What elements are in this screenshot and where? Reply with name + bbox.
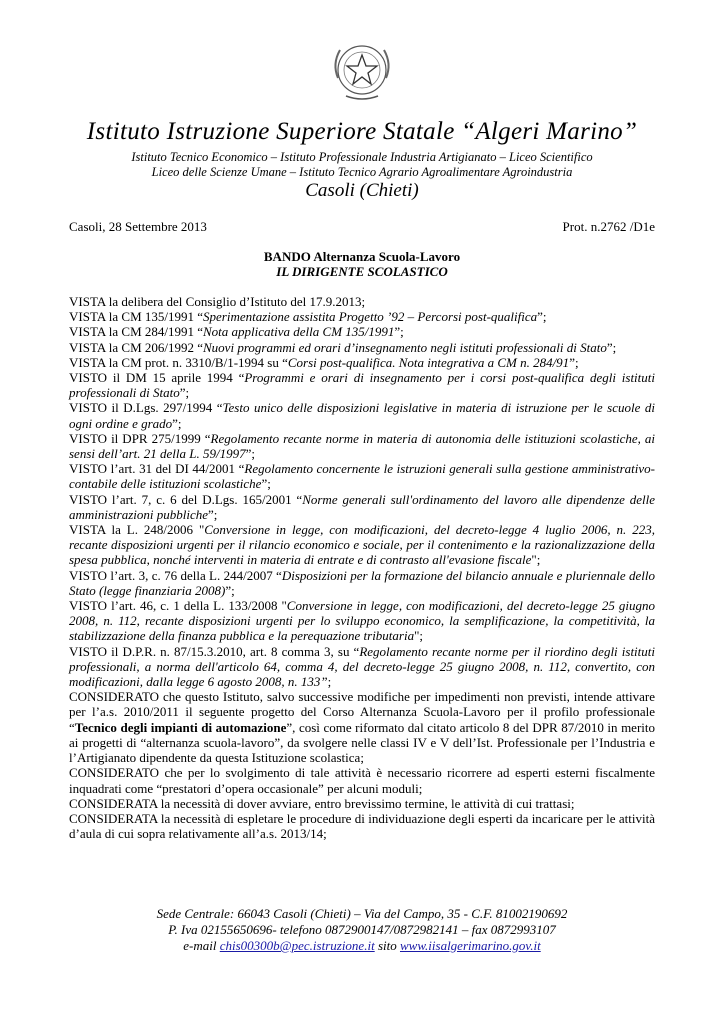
- document-title: BANDO Alternanza Scuola-Lavoro: [263, 249, 461, 264]
- website-link[interactable]: www.iisalgerimarino.gov.it: [399, 938, 541, 953]
- protocol-number: Prot. n.2762 /D1e: [562, 219, 655, 234]
- place-date: Casoli, 28 Settembre 2013: [69, 219, 207, 234]
- footer-contacts: P. Iva 02155650696- telefono 0872900147/0872982141 – fax 0872993107: [168, 922, 556, 937]
- paragraph: VISTO il D.Lgs. 297/1994 “Testo unico delle disposizioni legislative in materia di istruzione per le scuole di ogni ordine e grado”;: [69, 400, 655, 431]
- institute-subtitle-2: Liceo delle Scienze Umane – Istituto Tecnico Agrario Agroalimentare Agroindustria: [151, 165, 573, 179]
- paragraph: VISTA la L. 248/2006 "Conversione in legge, con modificazioni, del decreto-legge 4 luglio 2006, n. 223, recante disposizioni urgenti per il rilancio economico e sociale, per il contenimento e la razionalizzazione della spesa pubblica, nonché interventi in materia di entrate e di contrasto all'evasione fiscale";: [69, 522, 655, 568]
- institute-subtitle-1: Istituto Tecnico Economico – Istituto Professionale Industria Artigianato – Liceo Scientifico: [131, 150, 593, 164]
- paragraph: VISTA la CM prot. n. 3310/B/1-1994 su “Corsi post-qualifica. Nota integrativa a CM n. 284/91”;: [69, 354, 579, 370]
- email-link[interactable]: chis00300b@pec.istruzione.it: [219, 938, 375, 953]
- paragraph: VISTO l’art. 3, c. 76 della L. 244/2007 “Disposizioni per la formazione del bilancio annuale e pluriennale dello Stato (legge finanziaria 2008)”;: [69, 567, 655, 598]
- paragraph: VISTO il D.P.R. n. 87/15.3.2010, art. 8 comma 3, su “Regolamento recante norme per il riordino degli istituti professionali, a norma dell'articolo 64, comma 4, del decreto-legge 25 giugno 2008, n. 112, convertito, con modificazioni, dalla legge 6 agosto 2008, n. 133”;: [69, 643, 655, 690]
- paragraph: VISTA la CM 206/1992 “Nuovi programmi ed orari d’insegnamento negli istituti professionali di Stato”;: [69, 339, 617, 355]
- considerato-paragraph: CONSIDERATO che questo Istituto, salvo successive modifiche per impedimenti non previsti, intende attivare per l’a.s. 2010/2011 il seguente progetto del Corso Alternanza Scuola-Lavoro per il profilo professionale “Tecnico degli impianti di automazione”, così come riformato dal citato articolo 8 del DPR 87/2010 in merito ai progetti di “alternanza scuola-lavoro”, da svolgere nelle classi IV e V dell’Ist. Professionale per l’Industria e l’Artigianato dipendente da questa Istituzione scolastica;: [69, 689, 656, 766]
- institute-name: Istituto Istruzione Superiore Statale “Algeri Marino”: [86, 118, 638, 145]
- footer-address: Sede Centrale: 66043 Casoli (Chieti) – Via del Campo, 35 - C.F. 81002190692: [156, 906, 568, 921]
- document-subtitle: IL DIRIGENTE SCOLASTICO: [276, 264, 448, 279]
- paragraph: VISTO il DM 15 aprile 1994 “Programmi e orari di insegnamento per i corsi post-qualifica degli istituti professionali di Stato”;: [69, 370, 655, 401]
- paragraph: VISTO l’art. 31 del DI 44/2001 “Regolamento concernente le istruzioni generali sulla gestione amministrativo-contabile delle istituzioni scolastiche”;: [69, 461, 655, 492]
- paragraph: CONSIDERATA la necessità di espletare le procedure di individuazione degli esperti da incaricare per le attività d’aula di cui sopra relativamente all’a.s. 2013/14;: [69, 810, 655, 842]
- paragraph: VISTO l’art. 7, c. 6 del D.Lgs. 165/2001 “Norme generali sull'ordinamento del lavoro alle dipendenze delle amministrazioni pubbliche”;: [69, 491, 655, 522]
- document-body: [69, 294, 655, 841]
- footer-links: e-mail chis00300b@pec.istruzione.it sito www.iisalgerimarino.gov.it: [183, 938, 541, 953]
- paragraph: VISTA la delibera del Consiglio d’Istituto del 17.9.2013;: [69, 294, 366, 309]
- paragraph: CONSIDERATA la necessità di dover avviare, entro brevissimo termine, le attività di cui trattasi;: [69, 795, 575, 811]
- paragraph: VISTA la CM 135/1991 “Sperimentazione assistita Progetto ’92 – Percorsi post-qualifica”;: [69, 309, 547, 325]
- paragraph: VISTO il DPR 275/1999 “Regolamento recante norme in materia di autonomia delle istituzioni scolastiche, ai sensi dell’art. 21 della L. 59/1997”;: [69, 430, 656, 462]
- italian-republic-emblem-icon: [326, 38, 398, 104]
- institute-city: Casoli (Chieti): [305, 180, 419, 201]
- paragraph: CONSIDERATO che per lo svolgimento di tale attività è necessario ricorrere ad esperti esterni fiscalmente inquadrati come “prestatori d’opera occasionale” per alcuni moduli;: [69, 765, 655, 796]
- paragraph: VISTA la CM 284/1991 “Nota applicativa della CM 135/1991”;: [69, 324, 404, 340]
- paragraph: VISTO l’art. 46, c. 1 della L. 133/2008 "Conversione in legge, con modificazioni, del decreto-legge 25 giugno 2008, n. 112, recante disposizioni urgenti per lo sviluppo economico, la semplificazione, la competitività, la stabilizzazione della finanza pubblica e la perequazione tributaria";: [69, 598, 655, 644]
